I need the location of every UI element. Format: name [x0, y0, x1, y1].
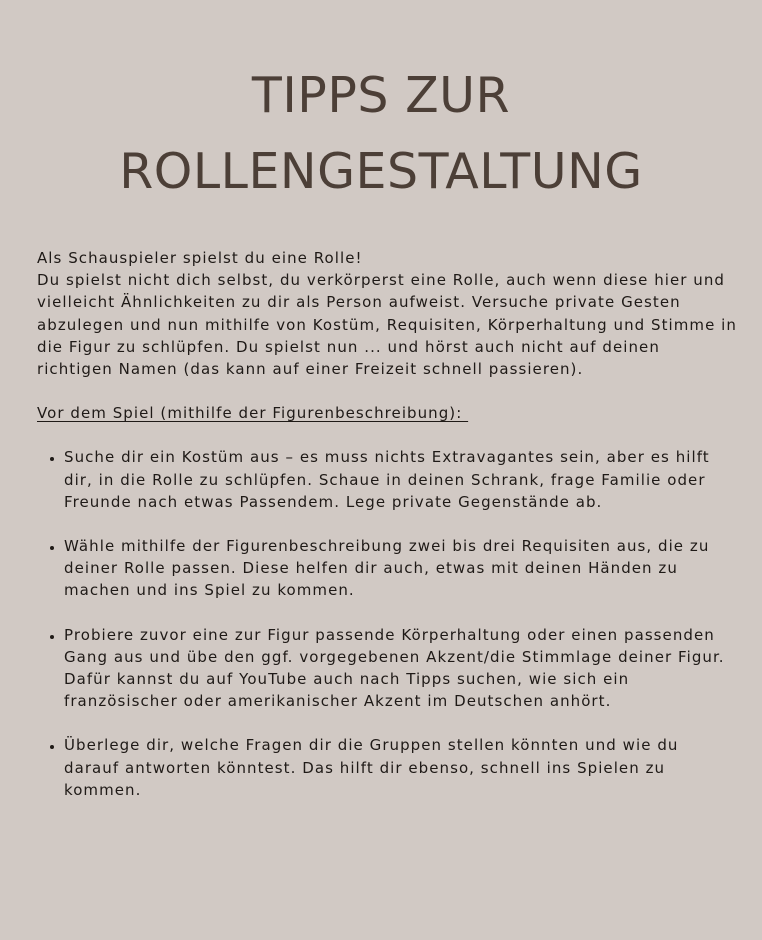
title-line-1: TIPPS ZUR	[251, 67, 511, 124]
tip-props: • Wähle mithilfe der Figurenbeschreibung zwei bis drei Requisiten aus, die zu deiner Rolle passen. Diese helfen dir auch, etwas mit deinen Händen zu machen und ins Spiel zu kommen.	[64, 535, 737, 602]
intro-paragraph	[37, 247, 737, 380]
tips-list	[37, 446, 737, 801]
tip-costume: • Suche dir ein Kostüm aus – es muss nichts Extravagantes sein, aber es hilft dir, in die Rolle zu schlüpfen. Schaue in deinen Schrank, frage Familie oder Freunde nach etwas Passendem. Lege private Gegenstände ab.	[64, 446, 737, 513]
tip-posture-voice: • Probiere zuvor eine zur Figur passende Körperhaltung oder einen passenden Gang aus und übe den ggf. vorgegebenen Akzent/die Stimmlage deiner Figur. Dafür kannst du auf YouTube auch nach Tipps suchen, wie sich ein französischer oder amerikanischer Akzent im Deutschen anhört.	[64, 624, 737, 713]
title-line-2: ROLLENGESTALTUNG	[119, 143, 643, 200]
tip-questions: • Überlege dir, welche Fragen dir die Gruppen stellen könnten und wie du darauf antworten könntest. Das hilft dir ebenso, schnell ins Spielen zu kommen.	[64, 734, 737, 801]
intro-lead: Als Schauspieler spielst du eine Rolle!	[37, 249, 363, 267]
page-title	[0, 58, 762, 210]
intro-body: Du spielst nicht dich selbst, du verkörperst eine Rolle, auch wenn diese hier und vielleicht Ähnlichkeiten zu dir als Person aufweist. Versuche private Gesten abzulegen und nun mithilfe von Kostüm, Requisiten, Körperhaltung und Stimme in die Figur zu schlüpfen. Du spielst nun ... und hörst auch nicht auf deinen richtigen Namen (das kann auf einer Freizeit schnell passieren).	[37, 271, 737, 379]
section-heading: Vor dem Spiel (mithilfe der Figurenbeschreibung):	[37, 404, 469, 423]
document-content	[37, 247, 737, 823]
